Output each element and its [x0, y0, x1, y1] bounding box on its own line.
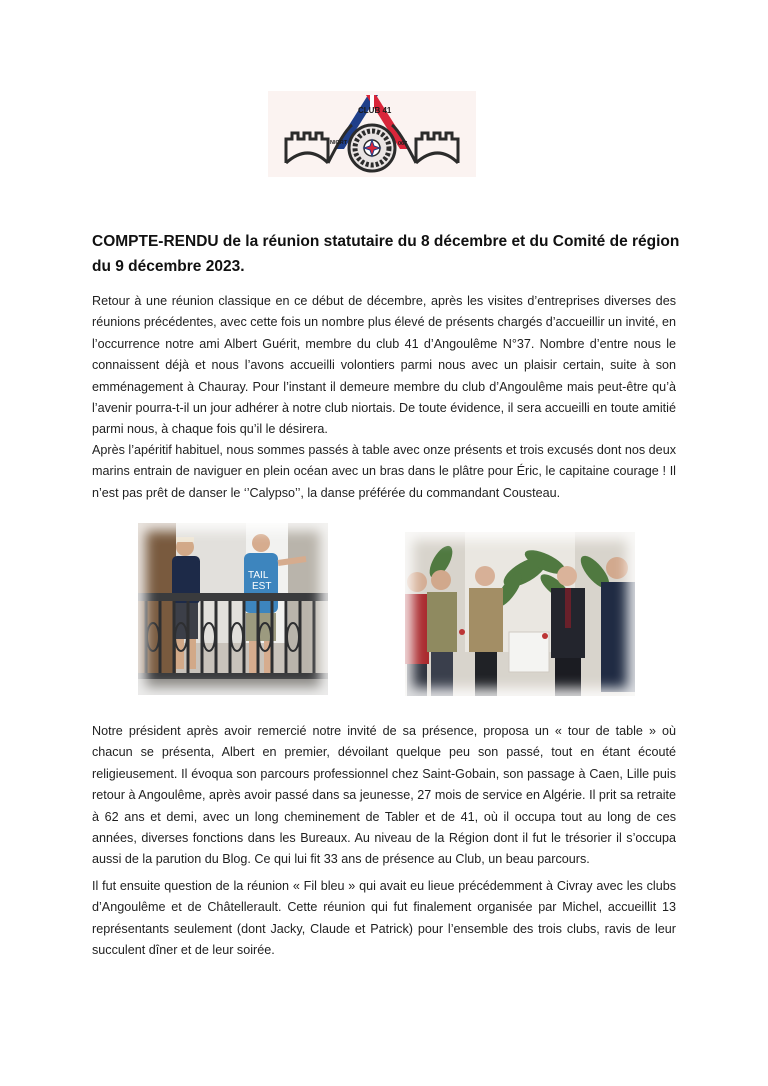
- shirt-text: TAIL: [248, 570, 269, 581]
- report-title: COMPTE-RENDU de la réunion statutaire du 8 décembre et du Comité de région du 9 décembre 2023.: [92, 233, 680, 275]
- photo-group: [405, 532, 635, 696]
- svg-text:EST: EST: [252, 581, 272, 592]
- photo-balcony: [138, 523, 328, 695]
- logo-club-label: CLUB 41: [358, 106, 392, 115]
- paragraph-fil-bleu: Il fut ensuite question de la réunion « Fil bleu » qui avait eu lieue précédemment à Civray avec les clubs d’Angoulême et de Châtellerault. Cette réunion qui fut finalement organisée par Michel, accueillit 13 représentants seulement (dont Jacky, Claude et Patrick) pour l’ensemble des trois clubs, ravis de leur succulent dîner et de leur soirée.: [92, 879, 676, 958]
- logo-right-label: 067: [398, 141, 408, 147]
- logo-left-label: NIORT: [330, 140, 348, 146]
- paragraph-aperitif: Après l’apéritif habituel, nous sommes passés à table avec onze présents et trois excusés dont nos deux marins entrain de naviguer en plein océan avec un bras dans le plâtre pour Éric, le capitaine courage ! Il n’est pas prêt de danser le ‘’Calypso’’, la danse préférée du commandant Cousteau.: [92, 443, 676, 500]
- paragraph-tour-de-table: Notre président après avoir remercié notre invité de sa présence, proposa un « tour de table » où chacun se présenta, Albert en premier, dévoilant quelque peu son passé, tout en étant écouté religieusement. Il évoqua son parcours professionnel chez Saint-Gobain, son passage à Caen, Lille puis retour à Angoulême, après avoir passé dans sa jeunesse, 27 mois de service en Algérie. Il prit sa retraite à 62 ans et demi, avec un long cheminement de Tabler et de 41, où il occupa tout au long de ces années, diverses fonctions dans les Bureaux. Au niveau de la Région dont il fut le trésorier il s’occupa aussi de la parution du Blog. Ce qui lui fit 33 ans de présence au Club, un beau parcours.: [92, 724, 676, 867]
- club-logo: [268, 91, 476, 177]
- paragraph-intro: Retour à une réunion classique en ce début de décembre, après les visites d’entreprises diverses des réunions précédentes, avec cette fois un nombre plus élevé de présents chargés d’accueillir un invité, en l’occurrence notre ami Albert Guérit, membre du club 41 d’Angoulême N°37. Nombre d’entre nous le connaissent déjà et nous l’avons accueilli volontiers parmi nous avec un plaisir certain, suite à son emménagement à Chauray. Pour l’instant il demeure membre du club d’Angoulême mais peut-être qu’à l’avenir pourra-t-il un jour adhérer à notre club niortais. De toute évidence, il sera accueilli en toute amitié parmi nous, à chaque fois qu’il le désirera.: [92, 294, 676, 437]
